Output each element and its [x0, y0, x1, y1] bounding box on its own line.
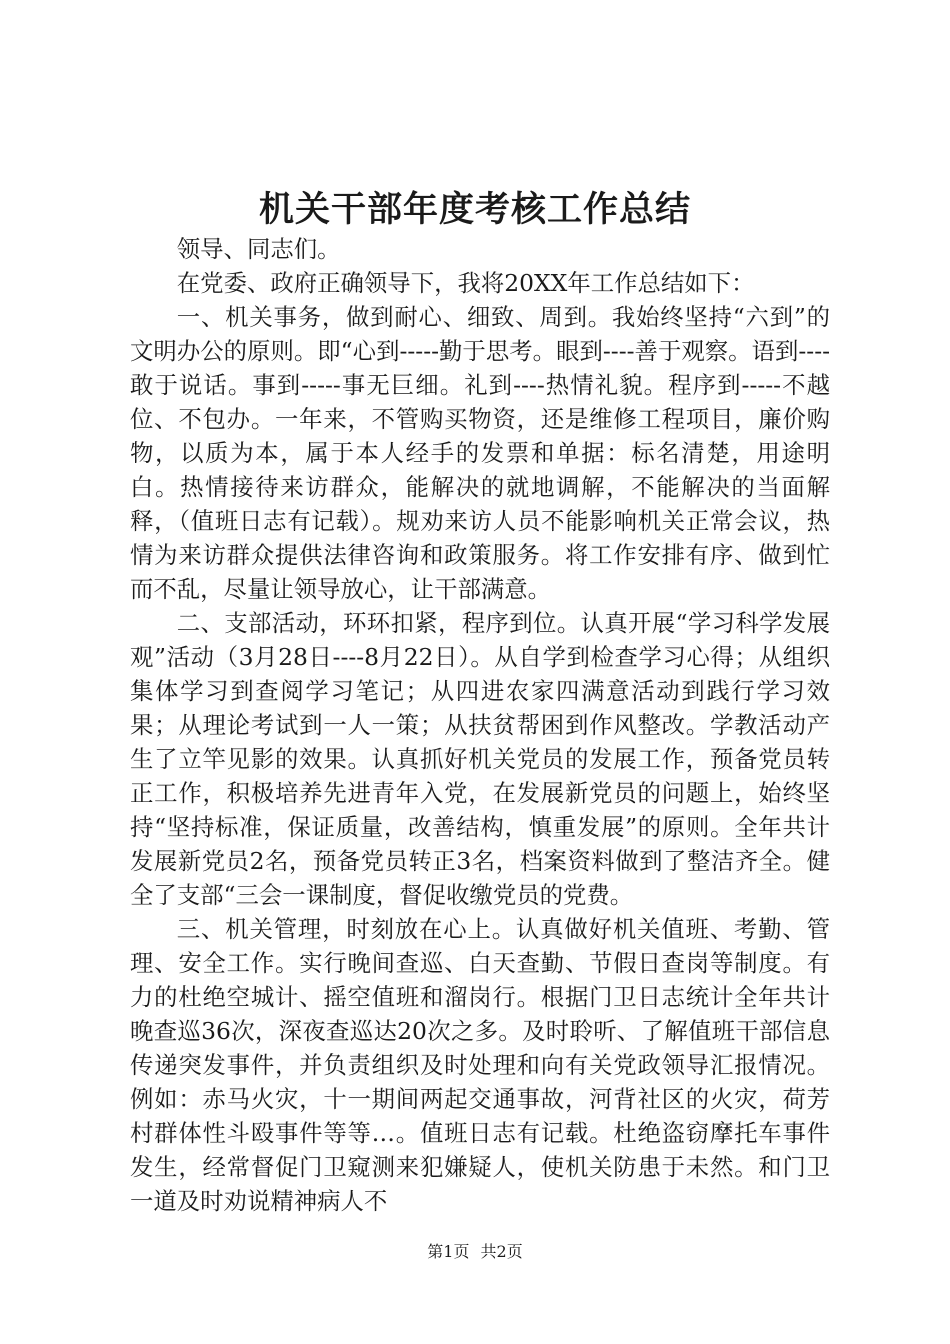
page-number: 第1页	[427, 1242, 470, 1261]
document-body	[130, 232, 830, 1218]
intro-paragraph: 在党委、政府正确领导下，我将20XX年工作总结如下：	[176, 269, 755, 297]
section-two-paragraph: 二、支部活动，环环扣紧，程序到位。认真开展“学习科学发展观”活动（3月28日----8月22日）。从自学到检查学习心得；从组织集体学习到查阅学习笔记；从四进农家四满意活动到践行学习效果；从理论考试到一人一策；从扶贫帮困到作风整改。学教活动产生了立竿见影的效果。认真抓好机关党员的发展工作，预备党员转正工作，积极培养先进青年入党，在发展新党员的问题上，始终坚持“坚持标准，保证质量，改善结构，慎重发展”的原则。全年共计发展新党员2名，预备党员转正3名，档案资料做到了整洁齐全。健全了支部“三会一课制度，督促收缴党员的党费。	[130, 609, 830, 909]
section-one-paragraph: 一、机关事务，做到耐心、细致、周到。我始终坚持“六到”的文明办公的原则。即“心到-----勤于思考。眼到----善于观察。语到----敢于说话。事到-----事无巨细。礼到----热情礼貌。程序到-----不越位、不包办。一年来，不管购买物资，还是维修工程项目，廉价购物，以质为本，属于本人经手的发票和单据：标名清楚，用途明白。热情接待来访群众，能解决的就地调解，不能解决的当面解释，（值班日志有记载）。规劝来访人员不能影响机关正常会议，热情为来访群众提供法律咨询和政策服务。将工作安排有序、做到忙而不乱，尽量让领导放心，让干部满意。	[130, 303, 830, 603]
total-pages: 共2页	[480, 1242, 523, 1261]
page-footer	[0, 1242, 950, 1262]
document-title: 机关干部年度考核工作总结	[258, 189, 691, 230]
greeting-paragraph: 领导、同志们。	[176, 235, 341, 263]
section-three-paragraph: 三、机关管理，时刻放在心上。认真做好机关值班、考勤、管理、安全工作。实行晚间查巡、白天查勤、节假日查岗等制度。有力的杜绝空城计、摇空值班和溜岗行。根据门卫日志统计全年共计晚查巡36次，深夜查巡达20次之多。及时聆听、了解值班干部信息传递突发事件，并负责组织及时处理和向有关党政领导汇报情况。例如：赤马火灾，十一期间两起交通事故，河背社区的火灾，荷芳村群体性斗殴事件等等…。值班日志有记载。杜绝盗窃摩托车事件发生，经常督促门卫窥测来犯嫌疑人，使机关防患于未然。和门卫一道及时劝说精神病人不	[130, 915, 830, 1215]
